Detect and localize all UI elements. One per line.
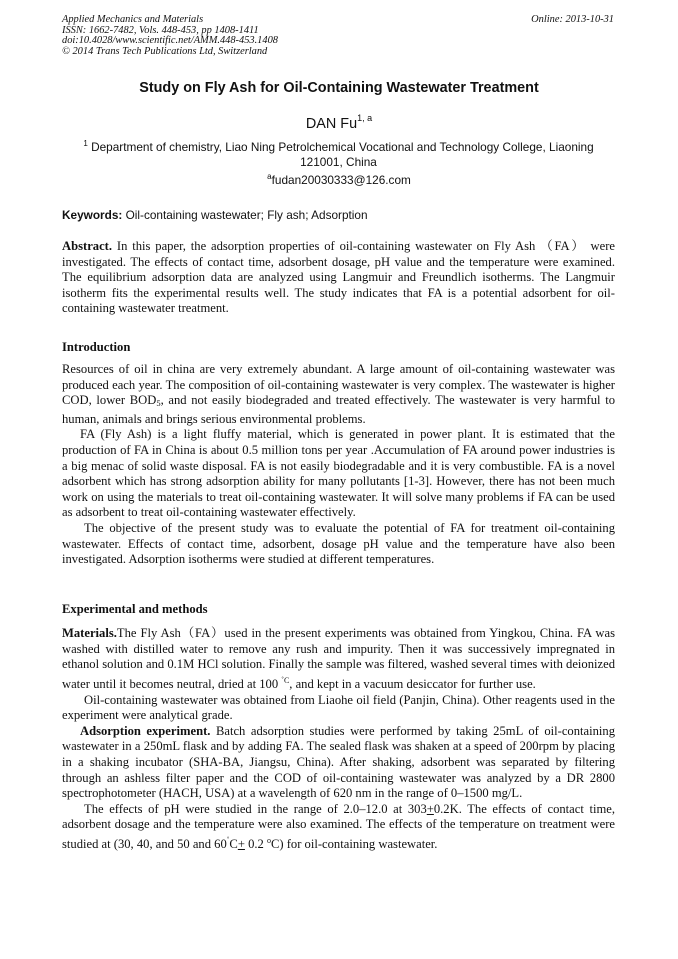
ph-paragraph [62, 802, 615, 853]
intro-paragraph-2: FA (Fly Ash) is a light fluffy material, which is generated in power plant. It is estimated that the production of FA in China is about 0.5 million tons per year .Accumulation of FA around power industries is a big menac of solid waste disposal. FA is not easily biodegradable and it is very combustible. FA is a novel adsorbent which has strong adsorption ability for many pollutants [1-3]. However, there has not been much work on using the materials to treat oil-containing wastewater. It will solve many problems if FA can be used as adsorbent to treat oil-containing wastewater effectively. [62, 427, 615, 520]
wastewater-paragraph: Oil-containing wastewater was obtained from Liaohe oil field (Panjin, China). Other reagents used in the experiment were analytical grade. [62, 692, 615, 723]
ph-text-e: C) for oil-containing wastewater. [270, 837, 438, 852]
author-name: DAN Fu [305, 116, 358, 132]
materials-label: Materials. [62, 626, 117, 640]
introduction-body [62, 362, 615, 568]
keywords-text: Oil-containing wastewater; Fly ash; Adsorption [125, 208, 368, 222]
author-line [0, 113, 678, 132]
online-date: Online: 2013-10-31 [531, 14, 614, 25]
adsorption-paragraph [62, 724, 615, 802]
journal-copyright: © 2014 Trans Tech Publications Ltd, Switzerland [62, 45, 268, 57]
adsorption-label: Adsorption experiment. [80, 723, 211, 738]
intro-p1-text: Resources of oil in china are very extremely abundant. A large amount of oil-containing wastewater was produced each year. The composition of oil-containing wastewater is very complex. The wastewater is higher COD, lower BOD [62, 362, 615, 408]
bod-subscript: 5 [156, 398, 161, 409]
email-address[interactable]: fudan20030333@126.com [271, 173, 411, 187]
intro-p1-tail: , and not easily biodegraded and treated effectively. The wastewater is very harmful to human, animals and brings serious environmental problems. [62, 393, 615, 426]
keywords [62, 208, 615, 222]
email-line [0, 172, 678, 187]
degree-1: ˚ [226, 835, 230, 845]
materials-tail: , and kept in a vacuum desiccator for further use. [289, 676, 536, 691]
paper-title: Study on Fly Ash for Oil-Containing Wastewater Treatment [139, 80, 539, 96]
abstract-text: In this paper, the adsorption properties of oil-containing wastewater on Fly Ash （FA） were investigated. The effects of contact time, adsorbent dosage, pH value and the temperature were examined. The equilibrium adsorption data are analyzed using Langmuir and Freundlich isotherms. The Langmuir isotherm fits the experimental results well. The study indicates that FA is a potential adsorbent for oil-containing wastewater treatment. [62, 239, 616, 316]
ph-text-c: C [229, 837, 238, 852]
adsorption-text: Batch adsorption studies were performed by taking 25mL of oil-containing wastewater in a 250mL flask and by adding FA. The sealed flask was shaken at a speed of 200rpm by placing in a shaking incubator (SHA-BA, Jiangsu, China). After shaking, adsorbent was separated by filtering through an ashless filter paper and the COD of oil-containing wastewater was analyzed by a DR 2800 spectrophotometer (HACH, USA) at a wavelength of 620 nm in the range of 0–1500 mg/L. [62, 723, 615, 801]
methods-body [62, 626, 615, 853]
affiliation-sup: 1 [83, 139, 88, 148]
journal-header [62, 15, 278, 57]
abstract [62, 239, 615, 317]
ph-text-a: The effects of pH were studied in the range of 2.0–12.0 at 303 [84, 801, 427, 816]
materials-degree: ˚C [281, 675, 290, 685]
degree-2: o [266, 835, 271, 845]
materials-text: The Fly Ash（FA）used in the present experiments was obtained from Yingkou, China. FA was washed with distilled water to remove any rush and impurity. Then it was successively impregnated in ethanol solution and 0.1M HCl solution. Finally the sample was filtered, washed several times with deionized water until it becomes neutral, dried at 100 [62, 626, 615, 691]
plusminus-1: + [426, 801, 434, 816]
materials-paragraph [62, 626, 615, 693]
intro-paragraph-3: The objective of the present study was to evaluate the potential of FA for treatment oil-containing wastewater. Effects of contact time, adsorbent, dosage pH value and the temperature have also been investigated. Adsorption isotherms were studied at different temperatures. [62, 520, 615, 567]
plusminus-2: + [237, 837, 245, 852]
journal-name: Applied Mechanics and Materials [62, 14, 204, 25]
introduction-heading: Introduction [62, 340, 131, 354]
ph-text-b: 0.2K. The effects of contact time, adsorbent dosage and the temperature were also examined. The effects of the temperature on treatment were studied at (30, 40, and 50 and 60 [62, 801, 615, 852]
keywords-label: Keywords: [62, 208, 123, 222]
methods-heading: Experimental and methods [62, 602, 208, 616]
journal-doi: doi:10.4028/www.scientific.net/AMM.448-453.1408 [62, 35, 278, 47]
affiliation [62, 137, 615, 169]
ph-text-d: 0.2 [244, 837, 267, 852]
author-sup: 1, a [357, 113, 373, 123]
abstract-label: Abstract. [62, 239, 113, 253]
email-sup: a [267, 172, 272, 181]
intro-paragraph-1 [62, 362, 615, 427]
affiliation-text: Department of chemistry, Liao Ning Petrolchemical Vocational and Technology College, Liaoning 121001, China [91, 140, 594, 169]
journal-issn: ISSN: 1662-7482, Vols. 448-453, pp 1408-1411 [62, 24, 259, 36]
